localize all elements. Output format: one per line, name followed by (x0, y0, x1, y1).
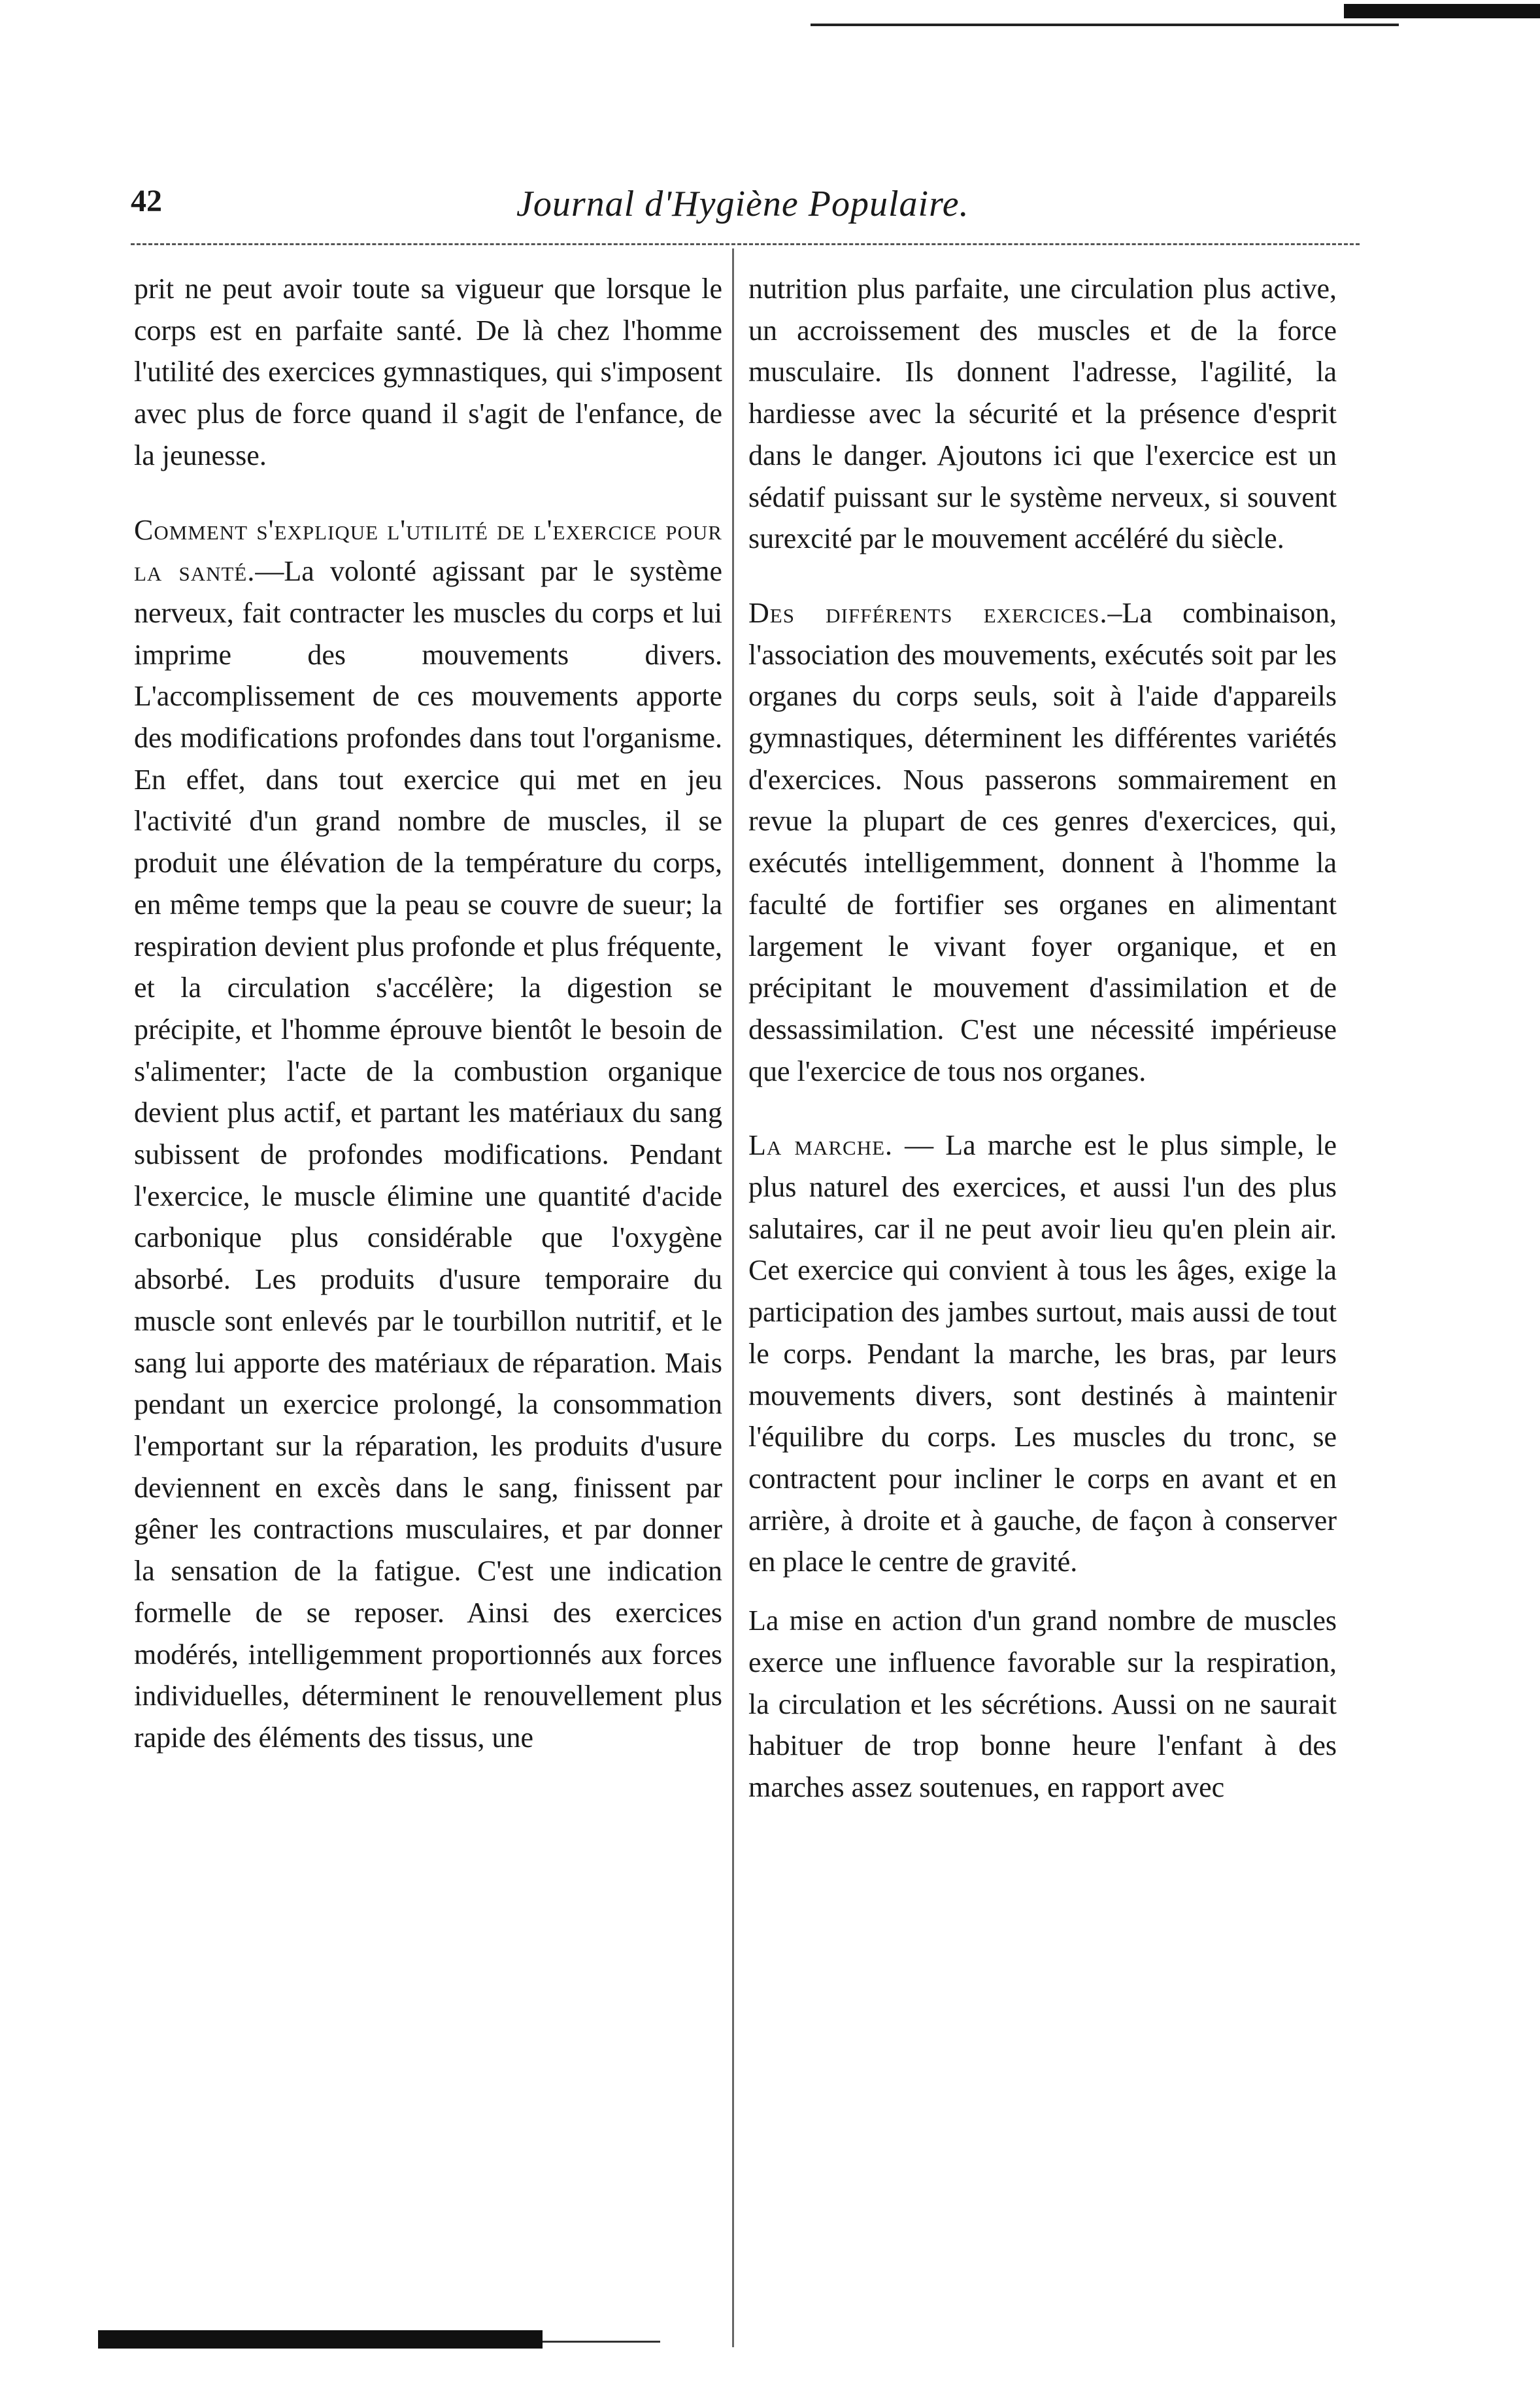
page-number: 42 (131, 184, 162, 218)
bottom-edge-rule (98, 2325, 660, 2351)
left-paragraph-1: prit ne peut avoir toute sa vigueur que lorsque le corps est en parfaite santé. De là chez l'homme l'utilité des exercices gymnastiques, qui s'imposent avec plus de force quand il s'agit de l'enfance, de la jeunesse. (134, 273, 722, 471)
bottom-rule-thin (543, 2341, 660, 2343)
right-paragraph-3 (748, 1125, 1337, 1583)
section-heading-utilite: Comment s'expliq​ue l'utilité de l'exercice pour la santé. (134, 513, 722, 588)
column-divider (732, 248, 734, 2347)
left-column (134, 268, 722, 1759)
right-paragraph-2-body: –La combinaison, l'association des mouvements, exécutés soit par les organes du corps seuls, soit à l'aide d'appareils gymnastiques, déterminent les différentes variétés d'exercices. Nous passerons sommairement en revue la plupart de ces genres d'exercices, qui, exécutés intelligemment, donnent à l'homme la faculté de fortifier ses organes en alimentant largement le vivant foyer organique, et en précipitant le mouvement d'assimilation et de dessassimilation. C'est une nécessité impérieuse que l'exercice de tous nos organes. (748, 596, 1337, 1087)
top-rule-thin (811, 24, 1399, 26)
running-title: Journal d'Hygiène Populaire. (516, 184, 969, 224)
top-rule-thick (1344, 4, 1540, 18)
left-paragraph-2-body: —La volonté agissant par le système nerveux, fait contracter les muscles du corps et lui imprime des mouvements divers. L'accomplissement de ces mouvements apporte des modifications profondes dans tout l'organisme. En effet, dans tout exercice qui met en jeu l'activité d'un grand nombre de muscles, il se produit une élévation de la température du corps, en même temps que la peau se couvre de sueur; la respiration devient plus profonde et plus fréquente, et la circulation s'accélère; la digestion se précipite, et l'homme éprouve bientôt le besoin de s'alimenter; l'acte de la combustion organique devient plus actif, et partant les matériaux du sang subissent de profondes modifications. Pendant l'exercice, le muscle élimine une quantité d'acide carbonique plus considérable que l'oxygène absorbé. Les produits d'usure temporaire du muscle sont enlevés par le tourbillon nutritif, et le sang lui apporte des matériaux de réparation. Mais pendant un exercice prolongé, la consommation l'emportant sur la réparation, les produits d'usure deviennent en excès dans le sang, finissent par gêner les contractions musculaires, et par donner la sensation de la fatigue. C'est une indication formelle de se reposer. Ainsi des exercices modérés, intelligemment proportionnés aux forces individuelles, déterminent le renouvellement plus rapide des éléments des tissus, une (134, 555, 722, 1754)
top-edge-rule (811, 0, 1540, 34)
section-heading-exercices: Des différents exercices. (748, 596, 1108, 629)
header-rule (131, 243, 1360, 245)
right-paragraph-2 (748, 592, 1337, 1092)
page-header (131, 183, 1373, 229)
left-paragraph-2 (134, 509, 722, 1759)
section-heading-marche: La marche. (748, 1129, 894, 1162)
right-paragraph-1: nutrition plus parfaite, une circulation plus active, un accroissement des muscles et de la force musculaire. Ils donnent l'adresse, l'agilité, la hardiesse avec la sécurité et la présence d'esprit dans le danger. Ajoutons ici que l'exercice est un sédatif puissant sur le système nerveux, si souvent surexcité par le mouvement accéléré du siècle. (748, 273, 1337, 555)
right-paragraph-4: La mise en action d'un grand nombre de muscles exerce une influence favorable sur la respiration, la circulation et les sécrétions. Aussi on ne saurait habituer de trop bonne heure l'enfant à des marches assez soutenues, en rapport avec (748, 1604, 1337, 1803)
right-paragraph-3-body: — La marche est le plus simple, le plus naturel des exercices, et aussi l'un des plus salutaires, car il ne peut avoir lieu qu'en plein air. Cet exercice qui convient à tous les âges, exige la participation des jambes surtout, mais aussi de tout le corps. Pendant la marche, les bras, par leurs mouvements divers, sont destinés à maintenir l'équilibre du corps. Les muscles du tronc, se contractent pour incliner le corps en avant et en arrière, à droite et à gauche, de façon à conserver en place le centre de gravité. (748, 1129, 1337, 1578)
right-column (748, 268, 1337, 1808)
bottom-rule-thick (98, 2330, 543, 2349)
